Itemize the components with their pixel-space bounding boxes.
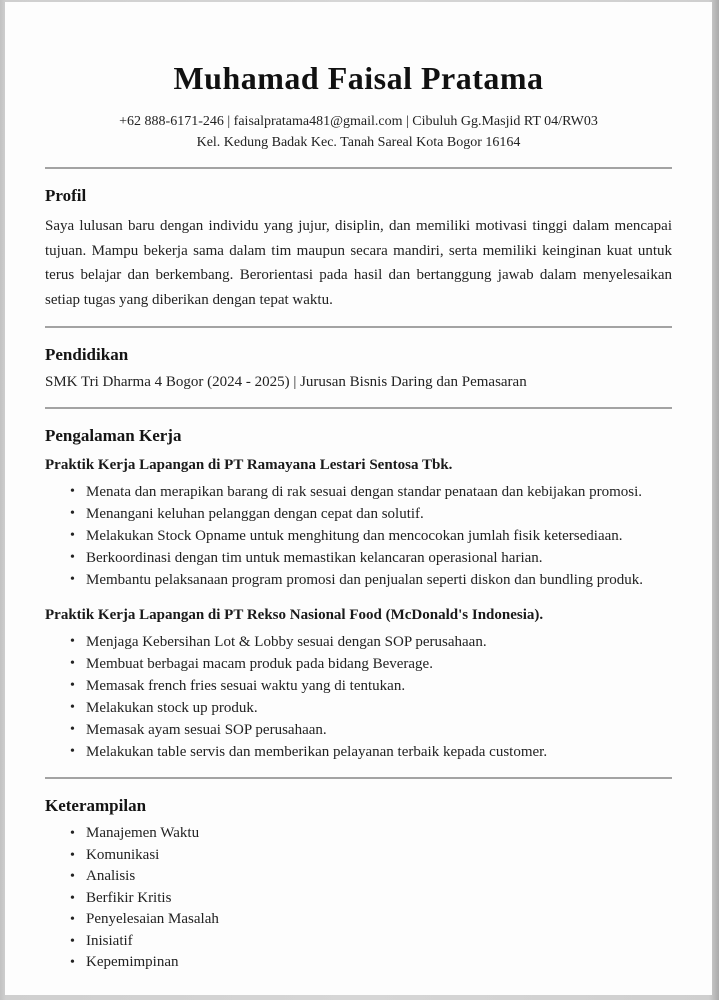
list-item: • Analisis — [70, 866, 672, 888]
list-item: • Penyelesaian Masalah — [70, 909, 672, 931]
list-item: • Berfikir Kritis — [70, 888, 672, 910]
resume-name: Muhamad Faisal Pratama — [173, 60, 544, 96]
header-divider — [45, 167, 672, 169]
list-item: • Membantu pelaksanaan program promosi dan penjualan seperti diskon dan bundling produk. — [70, 569, 672, 591]
contact-line-2: Kel. Kedung Badak Kec. Tanah Sareal Kota Bogor 16164 — [196, 135, 521, 150]
list-item: • Memasak ayam sesuai SOP perusahaan. — [70, 719, 672, 741]
profil-heading: Profil — [45, 186, 87, 205]
contact-info — [45, 111, 672, 153]
job-title-mcdonalds: Praktik Kerja Lapangan di PT Rekso Nasional Food (McDonald's Indonesia). — [45, 607, 544, 623]
list-item: • Membuat berbagai macam produk pada bidang Beverage. — [70, 653, 672, 675]
job-title-ramayana: Praktik Kerja Lapangan di PT Ramayana Lestari Sentosa Tbk. — [45, 457, 453, 473]
list-item: • Melakukan table servis dan memberikan pelayanan terbaik kepada customer. — [70, 741, 672, 763]
list-item: • Melakukan stock up produk. — [70, 697, 672, 719]
list-item: • Berkoordinasi dengan tim untuk memastikan kelancaran operasional harian. — [70, 547, 672, 569]
list-item: • Manajemen Waktu — [70, 823, 672, 845]
section-pendidikan — [45, 345, 672, 393]
profil-divider — [45, 326, 672, 328]
skill-list — [45, 823, 672, 974]
list-item: • Menangani keluhan pelanggan dengan cepat dan solutif. — [70, 503, 672, 525]
profil-body: Saya lulusan baru dengan individu yang jujur, disiplin, dan memiliki motivasi tinggi dalam mencapai tujuan. Mampu bekerja sama dalam tim maupun secara mandiri, serta memiliki keinginan kuat untuk terus belajar dan berkembang. Berorientasi pada hasil dan bertanggung jawab dalam menyelesaikan setiap tugas yang diberikan dengan tepat waktu. — [45, 218, 672, 308]
pengalaman-divider — [45, 777, 672, 779]
list-item: • Inisiatif — [70, 931, 672, 953]
job-bullets-mcdonalds — [45, 631, 672, 763]
list-item: • Menata dan merapikan barang di rak sesuai dengan standar penataan dan kebijakan promosi. — [70, 481, 672, 503]
resume-page — [5, 2, 712, 995]
list-item: • Kepemimpinan — [70, 952, 672, 974]
section-pengalaman-kerja — [45, 426, 672, 763]
contact-line-1: +62 888-6171-246 | faisalpratama481@gmail.com | Cibuluh Gg.Masjid RT 04/RW03 — [119, 114, 598, 129]
list-item: • Memasak french fries sesuai waktu yang di tentukan. — [70, 675, 672, 697]
job-bullets-ramayana — [45, 481, 672, 591]
section-keterampilan — [45, 796, 672, 974]
keterampilan-heading: Keterampilan — [45, 796, 147, 815]
pendidikan-body: SMK Tri Dharma 4 Bogor (2024 - 2025) | Jurusan Bisnis Daring dan Pemasaran — [45, 374, 527, 390]
section-profil — [45, 186, 672, 312]
pengalaman-heading: Pengalaman Kerja — [45, 426, 182, 445]
list-item: • Komunikasi — [70, 845, 672, 867]
list-item: • Menjaga Kebersihan Lot & Lobby sesuai dengan SOP perusahaan. — [70, 631, 672, 653]
pendidikan-heading: Pendidikan — [45, 345, 129, 364]
pendidikan-divider — [45, 407, 672, 409]
list-item: • Melakukan Stock Opname untuk menghitung dan mencocokan jumlah fisik ketersediaan. — [70, 525, 672, 547]
